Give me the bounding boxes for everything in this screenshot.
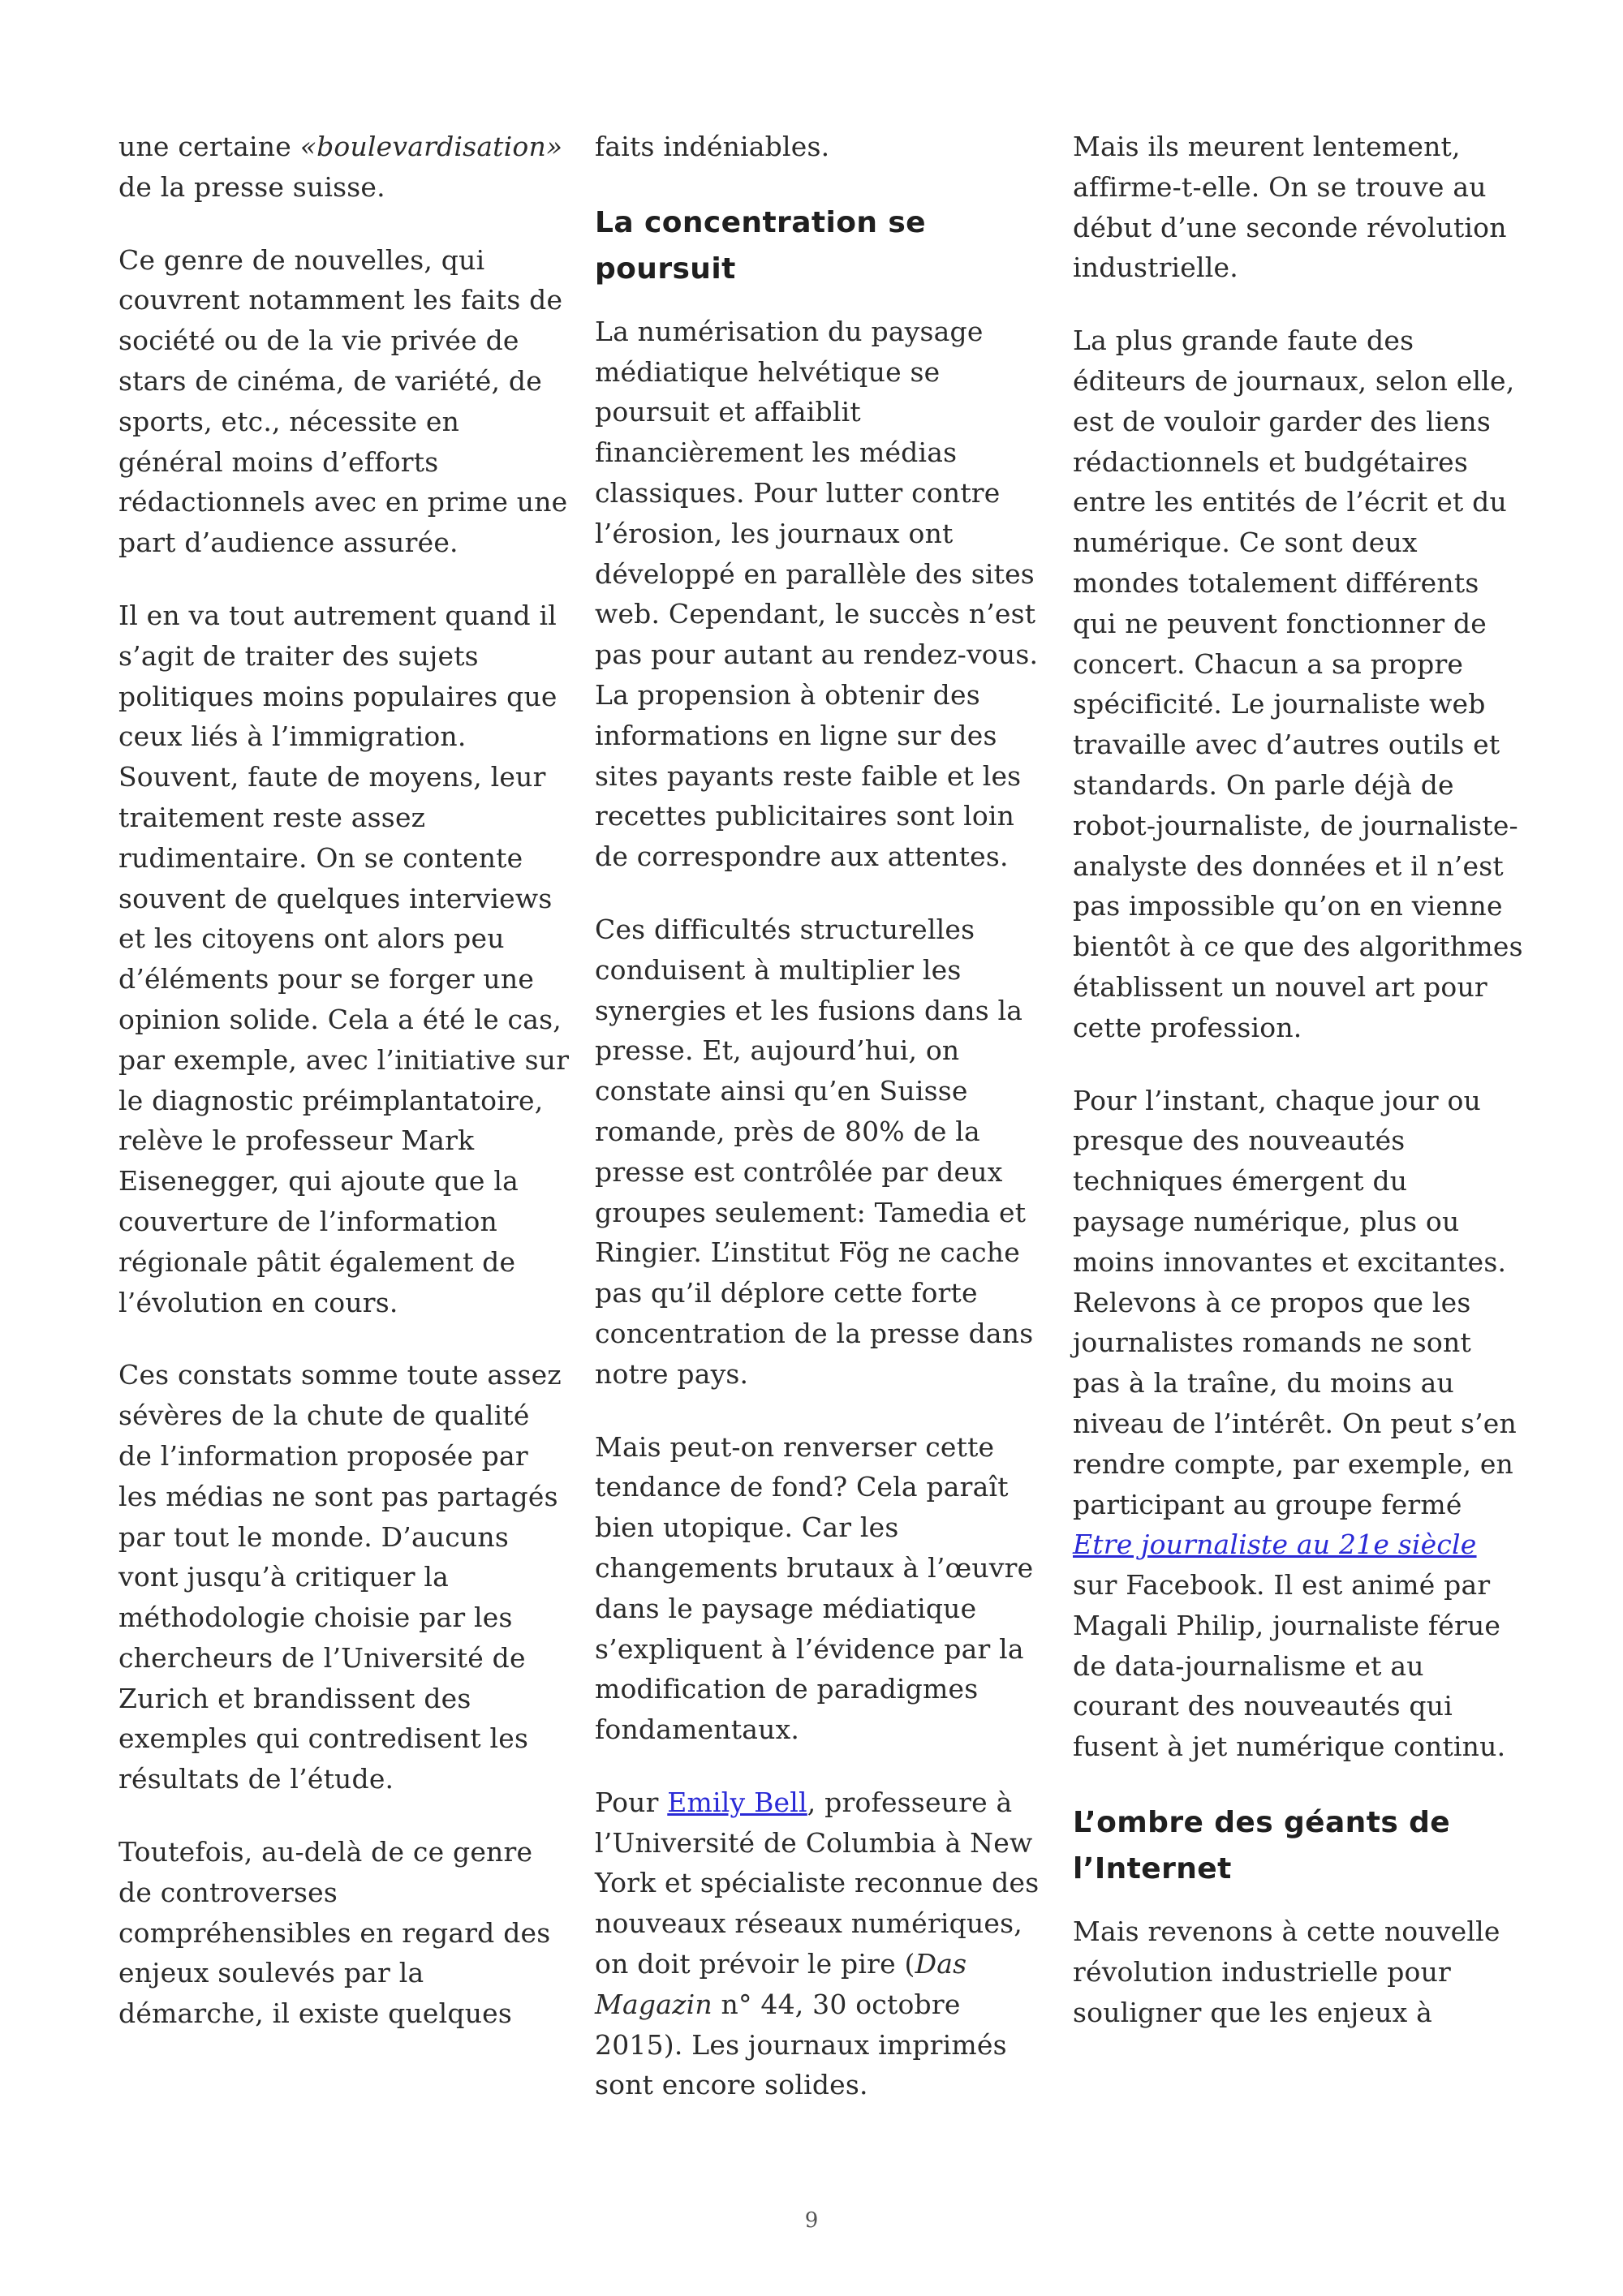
paragraph: La numérisation du paysage médiatique helvétique se poursuit et affaiblit financièrement les médias classiques. Pour lutter contre l’érosion, les journaux ont développé en parallèle des sites web. Cependant, le succès n’est pas pour autant au rendez-vous. La propension à obtenir des informations en ligne sur des sites payants reste faible et les recettes publicitaires sont loin de correspondre aux attentes. — [595, 315, 1039, 873]
paragraph: Pour l’instant, chaque jour ou presque des nouveautés techniques émergent du paysage numérique, plus ou moins innovantes et excitantes. Relevons à ce propos que les journalistes romands ne sont pas à la traîne, du moins au niveau de l’intérêt. On peut s’en rendre compte, par exemple, en participant au groupe fermé Etre journaliste au 21e siècle sur Facebook. Il est animé par Magali Philip, journaliste férue de data-journalisme et au courant des nouveautés qui fusent à jet numérique continu. — [1073, 1084, 1517, 1763]
paragraph: Ces difficultés structurelles conduisent à multiplier les synergies et les fusions dans la presse. Et, aujourd’hui, on constate ainsi qu’en Suisse romande, près de 80% de la presse est contrôlée par deux groupes seulement: Tamedia et Ringier. L’institut Fög ne cache pas qu’il déplore cette forte concentration de la presse dans notre pays. — [595, 913, 1034, 1390]
italic-term: «boulevardisation» — [299, 131, 563, 162]
paragraph: Ces constats somme toute assez sévères de la chute de qualité de l’information proposée par les médias ne sont pas partagés par tout le monde. D’aucuns vont jusqu’à critiquer la méthodologie choisie par les chercheurs de l’Université de Zurich et brandissent des exemples qui contredisent les résultats de l’étude. — [118, 1359, 562, 1795]
paragraph: La plus grande faute des éditeurs de journaux, selon elle, est de vouloir garder des liens rédactionnels et budgétaires entre les entités de l’écrit et du numérique. Ce sont deux mondes totalement différents qui ne peuvent fonctionner de concert. Chacun a sa propre spécificité. Le journaliste web travaille avec d’autres outils et standards. On parle déjà de robot-journaliste, de journaliste-analyste des données et il n’est pas impossible qu’on en vienne bientôt à ce que des algorithmes établissent un nouvel art pour cette profession. — [1073, 325, 1523, 1043]
paragraph: Mais revenons à cette nouvelle révolution industrielle pour souligner que les enjeux à — [1073, 1915, 1500, 2028]
italic-publication: Das Magazin — [595, 1948, 967, 2020]
section-heading-concentration: La concentration se poursuit — [595, 205, 926, 286]
page-number: 9 — [804, 2208, 819, 2233]
paragraph: Toutefois, au-delà de ce genre de controverses compréhensibles en regard des enjeux soulevés par la démarche, il existe quelques — [118, 1836, 551, 2030]
paragraph: Il en va tout autrement quand il s’agit de traiter des sujets politiques moins populaires que ceux liés à l’immigration. Souvent, faute de moyens, leur traitement reste assez rudimentaire. On se contente souvent de quelques interviews et les citoyens ont alors peu d’éléments pour se forger une opinion solide. Cela a été le cas, par exemple, avec l’initiative sur le diagnostic préimplantatoire, relève le professeur Mark Eisenegger, qui ajoute que la couverture de l’information régionale pâtit également de l’évolution en cours. — [118, 599, 570, 1318]
paragraph: Mais ils meurent lentement, affirme-t-elle. On se trouve au début d’une seconde révolution industrielle. — [1073, 131, 1507, 284]
text-column-1 — [118, 127, 570, 2066]
paragraph: une certaine «boulevardisation» de la presse suisse. — [118, 131, 563, 203]
emily-bell-link[interactable]: Emily Bell — [667, 1786, 807, 1818]
paragraph: Ce genre de nouvelles, qui couvrent notamment les faits de société ou de la vie privée de stars de cinéma, de variété, de sports, etc., nécessite en général moins d’efforts rédactionnels avec en prime une part d’audience assurée. — [118, 243, 568, 559]
text-column-2 — [595, 127, 1046, 2138]
paragraph: Mais peut-on renverser cette tendance de fond? Cela paraît bien utopique. Car les changements brutaux à l’œuvre dans le paysage médiatique s’expliquent à l’évidence par la modification de paradigmes fondamentaux. — [595, 1430, 1034, 1746]
section-heading-geants-internet: L’ombre des géants de l’Internet — [1073, 1806, 1451, 1886]
paragraph: Pour Emily Bell, professeure à l’Université de Columbia à New York et spécialiste reconnue des nouveaux réseaux numériques, on doit prévoir le pire (Das Magazin n° 44, 30 octobre 2015). Les journaux imprimés sont encore solides. — [595, 1786, 1040, 2101]
text-column-3 — [1073, 127, 1524, 2065]
paragraph: faits indéniables. — [595, 131, 830, 162]
facebook-group-link[interactable]: Etre journaliste au 21e siècle — [1073, 1529, 1477, 1561]
